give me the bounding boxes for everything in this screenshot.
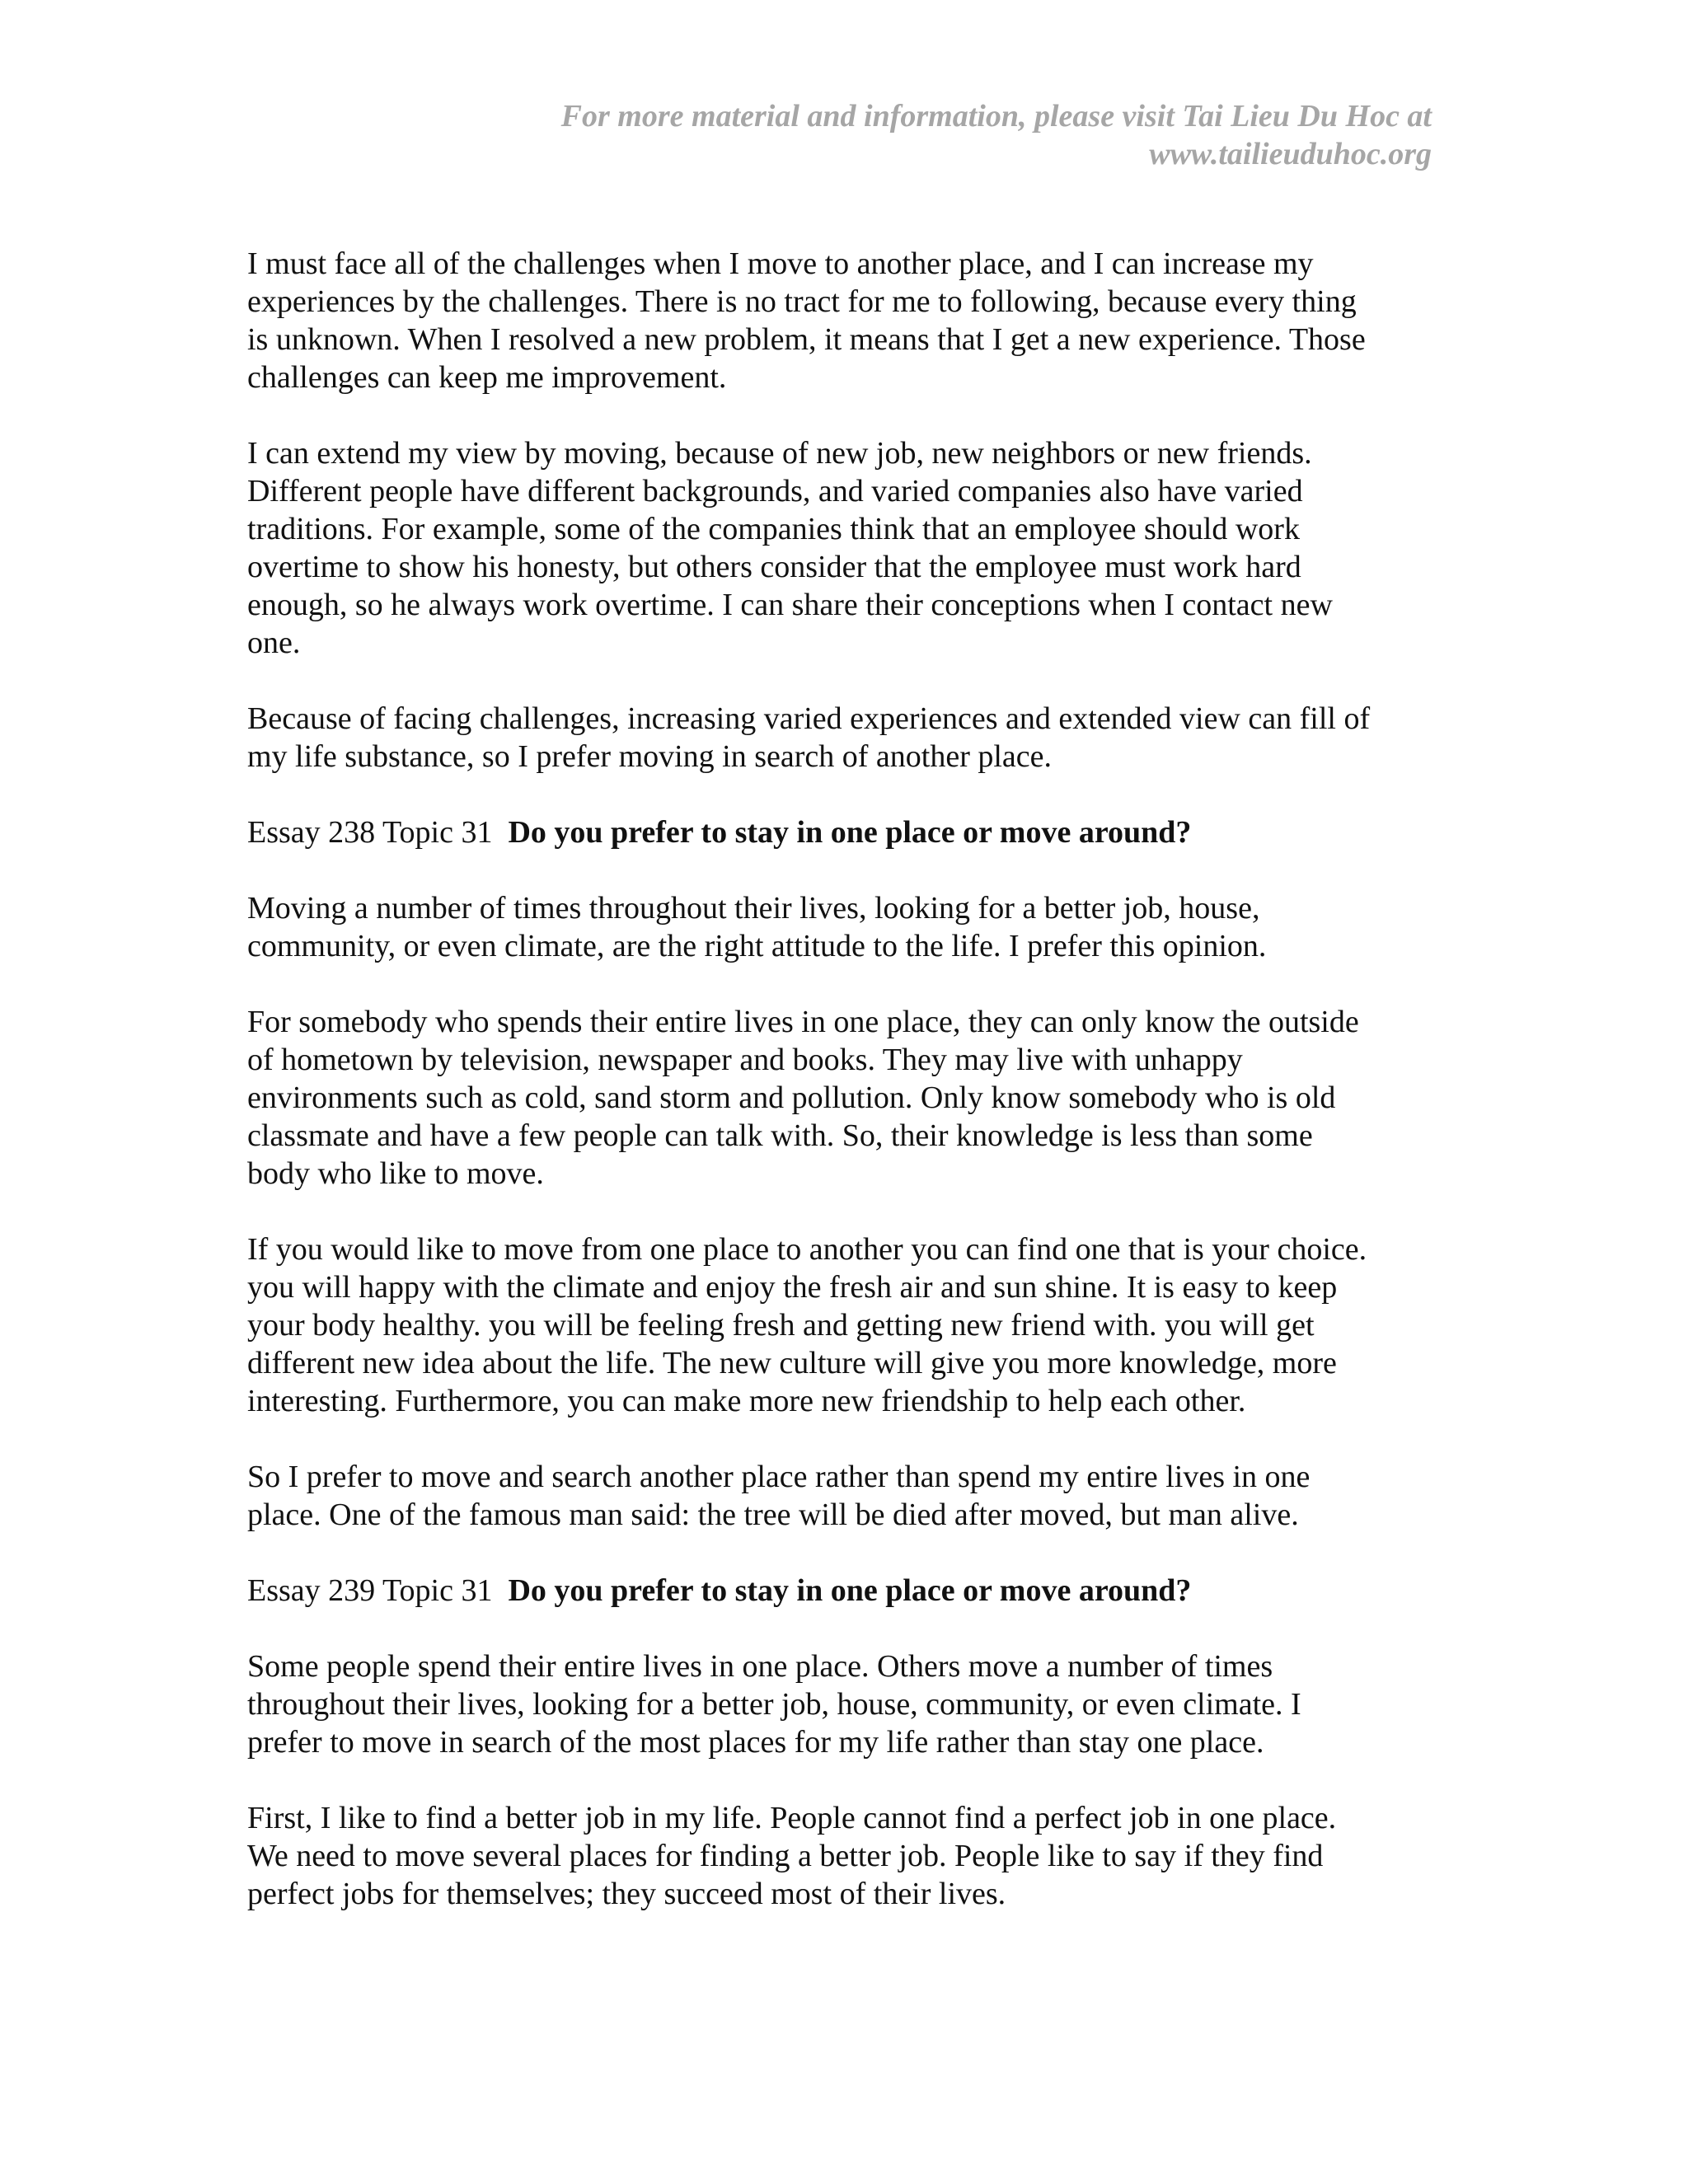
text-line: Different people have different backgrounds, and varied companies also have varied: [247, 474, 1303, 509]
header-line-2: www.tailieuduhoc.org: [1149, 137, 1432, 171]
text-line: overtime to show his honesty, but others consider that the employee must work hard: [247, 550, 1301, 584]
paragraph-challenges: [247, 245, 1442, 396]
text-line: community, or even climate, are the right attitude to the life. I prefer this opinion.: [247, 929, 1267, 963]
text-line: interesting. Furthermore, you can make more new friendship to help each other.: [247, 1384, 1246, 1418]
text-line: body who like to move.: [247, 1156, 544, 1191]
text-line: my life substance, so I prefer moving in search of another place.: [247, 739, 1053, 774]
text-line: For somebody who spends their entire lives in one place, they can only know the outside: [247, 1005, 1359, 1039]
paragraph-conclusion-237: [247, 700, 1442, 776]
text-line: I can extend my view by moving, because of new job, new neighbors or new friends.: [247, 436, 1312, 471]
essay-238-question: Do you prefer to stay in one place or move around?: [508, 815, 1192, 850]
text-line: Because of facing challenges, increasing varied experiences and extended view can fill of: [247, 701, 1371, 736]
text-line: different new idea about the life. The new culture will give you more knowledge, more: [247, 1346, 1337, 1380]
paragraph-essay-238-conclusion: [247, 1458, 1442, 1534]
text-line: So I prefer to move and search another place rather than spend my entire lives in one: [247, 1460, 1311, 1494]
essay-239-label: Essay 239 Topic 31: [247, 1573, 493, 1608]
text-line: challenges can keep me improvement.: [247, 360, 727, 395]
text-line: enough, so he always work overtime. I can share their conceptions when I contact new: [247, 588, 1333, 622]
site-header-note: [247, 97, 1432, 173]
text-line: Moving a number of times throughout their lives, looking for a better job, house,: [247, 891, 1260, 926]
text-line: Some people spend their entire lives in one place. Others move a number of times: [247, 1649, 1273, 1684]
essay-239-question: Do you prefer to stay in one place or move around?: [508, 1573, 1192, 1608]
header-line-1: For more material and information, please visit Tai Lieu Du Hoc at: [560, 99, 1432, 134]
paragraph-essay-239-intro: [247, 1647, 1442, 1761]
essay-238-label: Essay 238 Topic 31: [247, 815, 493, 850]
text-line: of hometown by television, newspaper and books. They may live with unhappy: [247, 1043, 1243, 1077]
paragraph-essay-238-stay: [247, 1003, 1442, 1193]
text-line: First, I like to find a better job in my life. People cannot find a perfect job in one place.: [247, 1801, 1337, 1835]
text-line: I must face all of the challenges when I move to another place, and I can increase my: [247, 246, 1314, 281]
text-line: experiences by the challenges. There is no tract for me to following, because every thing: [247, 284, 1357, 319]
paragraph-essay-238-intro: [247, 889, 1442, 965]
text-line: one.: [247, 626, 301, 660]
paragraph-essay-239-job: [247, 1799, 1442, 1913]
paragraph-extend-view: [247, 434, 1442, 662]
essay-238-heading: [247, 813, 1442, 851]
text-line: place. One of the famous man said: the tree will be died after moved, but man alive.: [247, 1497, 1299, 1532]
text-line: is unknown. When I resolved a new problem, it means that I get a new experience. Those: [247, 322, 1366, 357]
text-line: classmate and have a few people can talk with. So, their knowledge is less than some: [247, 1118, 1313, 1153]
text-line: you will happy with the climate and enjoy the fresh air and sun shine. It is easy to keep: [247, 1270, 1338, 1305]
text-line: We need to move several places for finding a better job. People like to say if they find: [247, 1839, 1324, 1873]
text-line: prefer to move in search of the most places for my life rather than stay one place.: [247, 1725, 1264, 1760]
paragraph-essay-238-move: [247, 1230, 1442, 1420]
text-line: traditions. For example, some of the companies think that an employee should work: [247, 512, 1300, 546]
text-line: environments such as cold, sand storm and pollution. Only know somebody who is old: [247, 1080, 1336, 1115]
essay-239-heading: [247, 1572, 1442, 1610]
text-line: perfect jobs for themselves; they succeed most of their lives.: [247, 1877, 1006, 1911]
text-line: If you would like to move from one place to another you can find one that is your choice.: [247, 1232, 1367, 1267]
document-body: [247, 245, 1442, 1951]
text-line: your body healthy. you will be feeling fresh and getting new friend with. you will get: [247, 1308, 1315, 1343]
text-line: throughout their lives, looking for a better job, house, community, or even climate. I: [247, 1687, 1301, 1722]
